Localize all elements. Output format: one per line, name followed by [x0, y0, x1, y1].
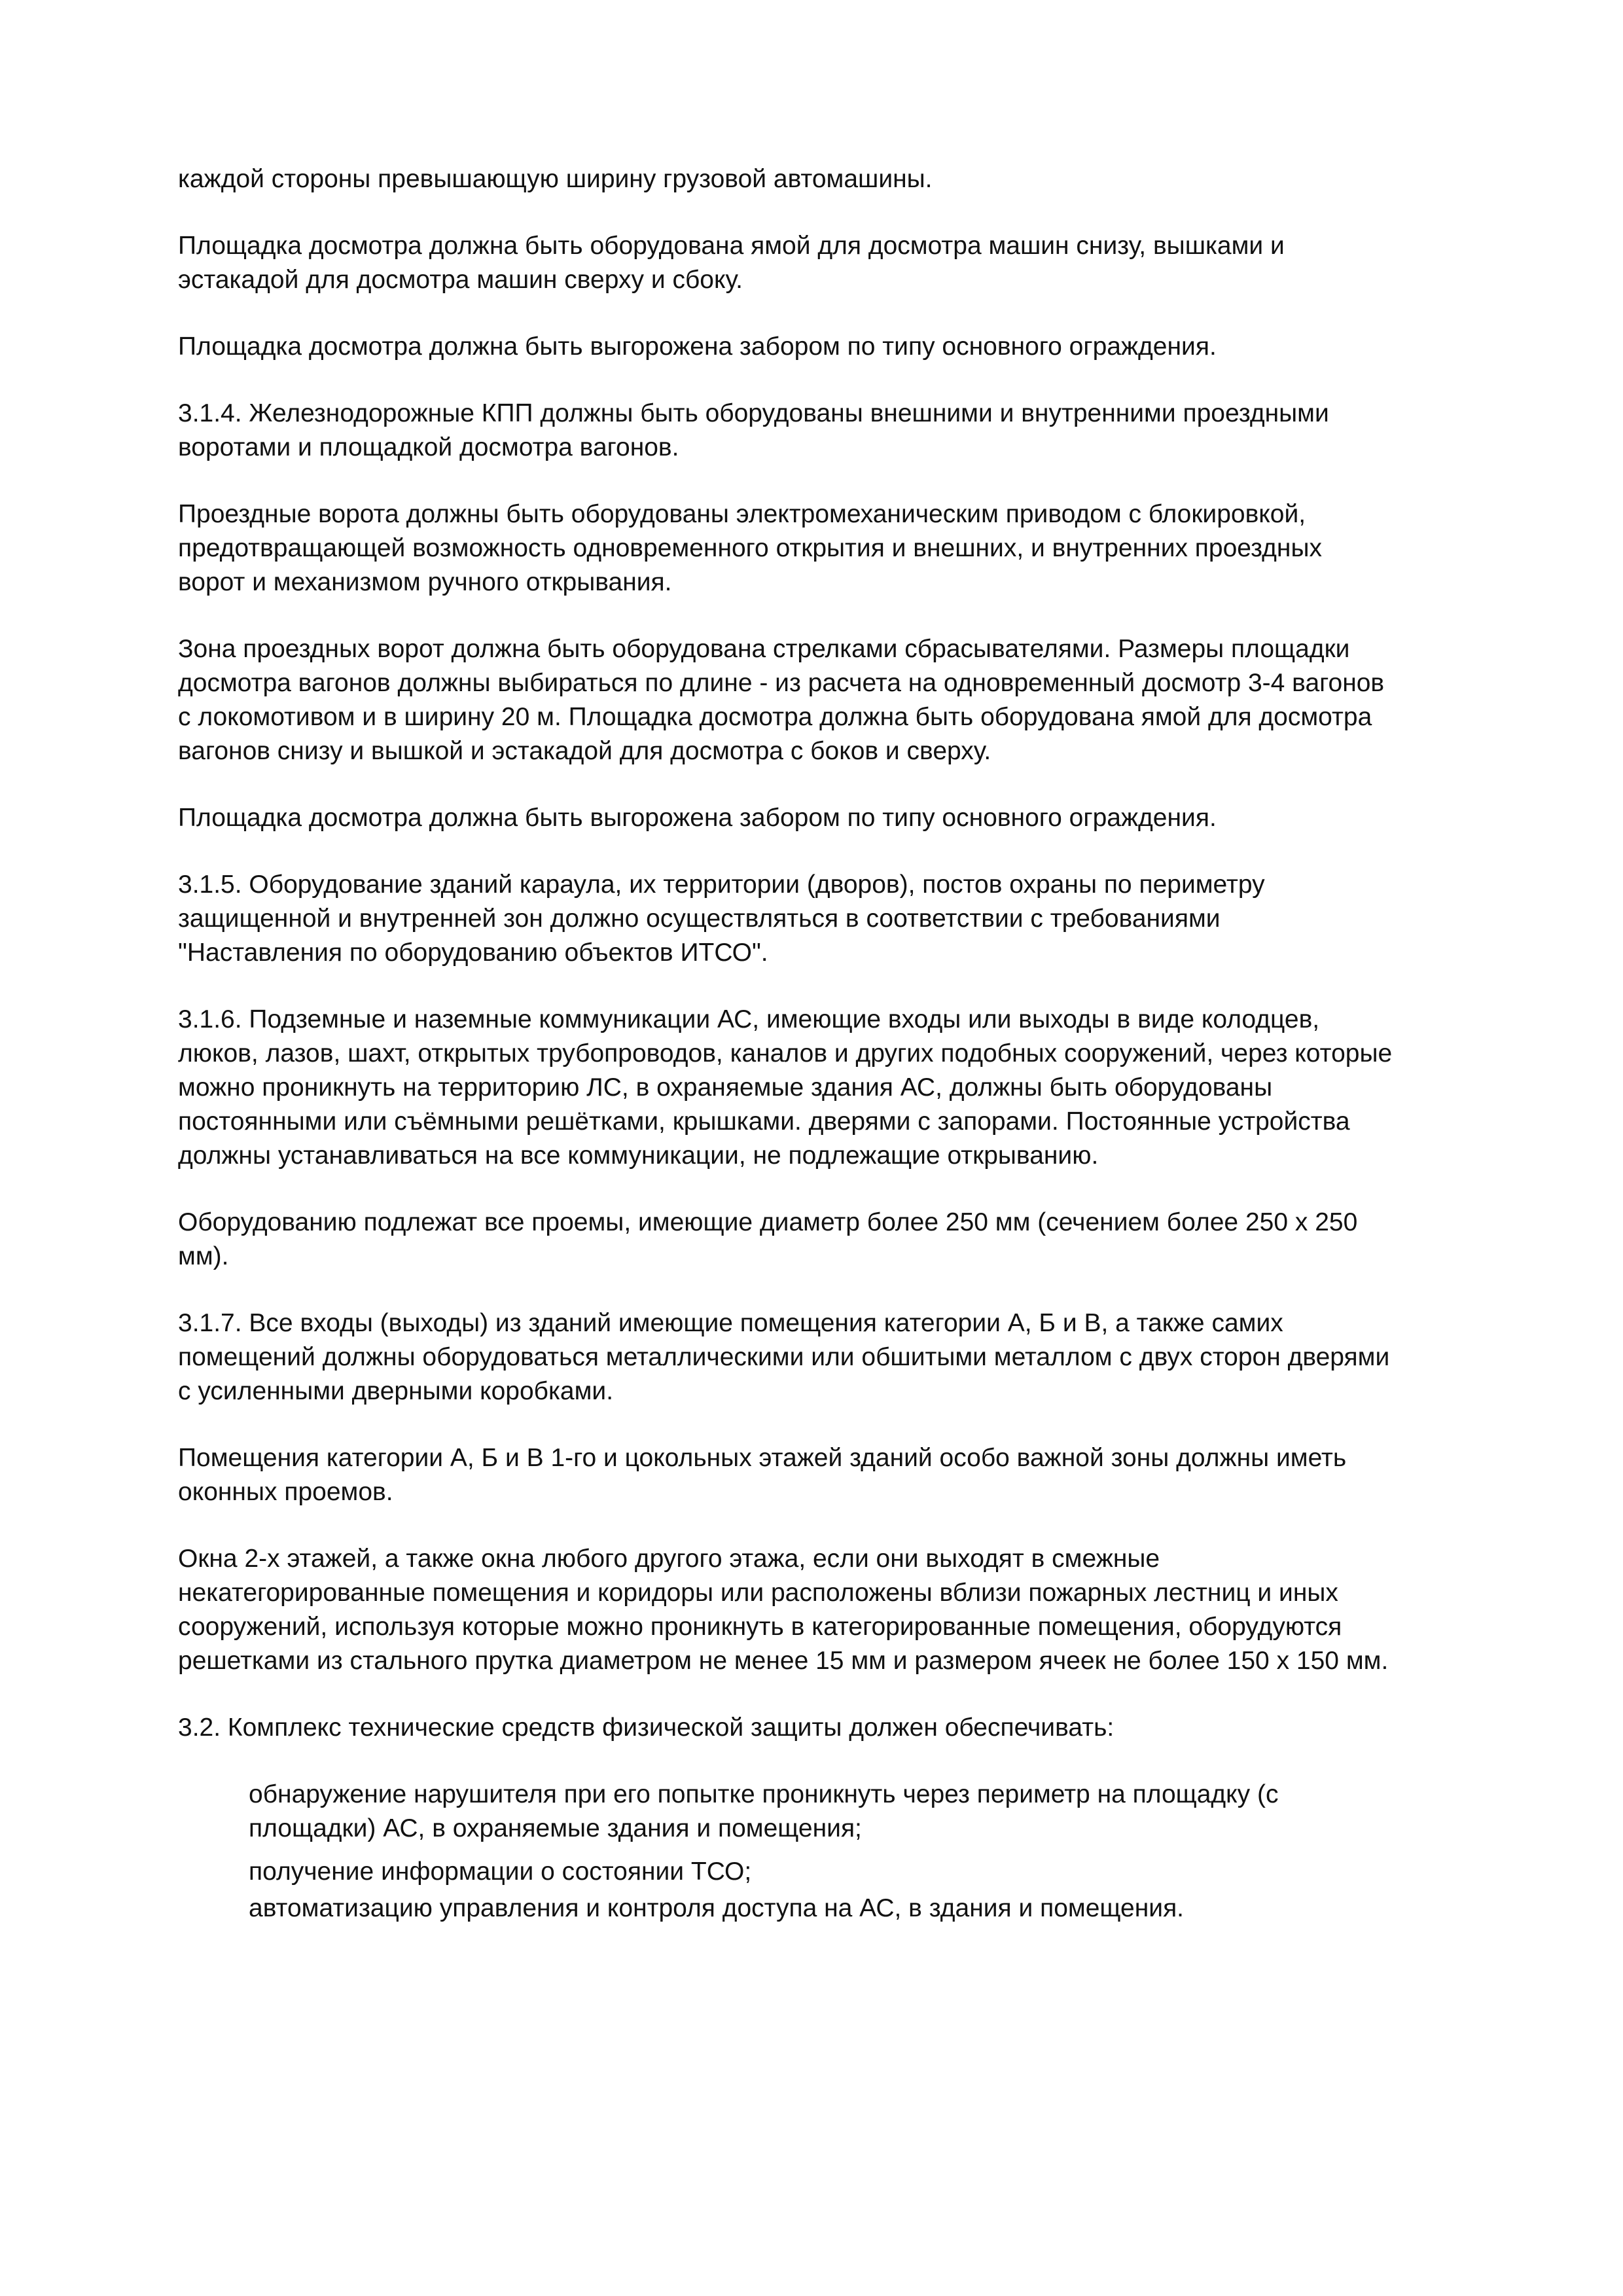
- paragraph-section-3-1-6: 3.1.6. Подземные и наземные коммуникации АС, имеющие входы или выходы в виде колодцев, люков, лазов, шахт, открытых трубопроводов, каналов и других подобных сооружений, через которые можно проникнуть на территорию ЛС, в охраняемые здания АС, должны быть оборудованы постоянными или съёмными решётками, крышками. дверями с запорами. Постоянные устройства должны устанавливаться на все коммуникации, не подлежащие открыванию.: [178, 1005, 1393, 1170]
- paragraph: Зона проездных ворот должна быть оборудована стрелками сбрасывателями. Размеры площадки досмотра вагонов должны выбираться по длине - из расчета на одновременный досмотр 3-4 вагонов с локомотивом и в ширину 20 м. Площадка досмотра должна быть оборудована ямой для досмотра вагонов снизу и вышкой и эстакадой для досмотра с боков и сверху.: [178, 635, 1385, 765]
- paragraph: Помещения категории А, Б и В 1-го и цокольных этажей зданий особо важной зоны должны иметь оконных проемов.: [178, 1444, 1347, 1506]
- list-item: автоматизацию управления и контроля доступа на АС, в здания и помещения.: [249, 1894, 1185, 1922]
- paragraph-section-3-1-7: 3.1.7. Все входы (выходы) из зданий имеющие помещения категории А, Б и В, а также самих помещений должны оборудоваться металлическими или обшитыми металлом с двух сторон дверями с усиленными дверными коробками.: [178, 1309, 1390, 1405]
- paragraph: Проездные ворота должны быть оборудованы электромеханическим приводом с блокировкой, предотвращающей возможность одновременного открытия и внешних, и внутренних проездных ворот и механизмом ручного открывания.: [178, 500, 1322, 596]
- paragraph-section-3-1-5: 3.1.5. Оборудование зданий караула, их территории (дворов), постов охраны по периметру защищенной и внутренней зон должно осуществляться в соответствии с требованиями "Наставления по оборудованию объектов ИТСО".: [178, 870, 1265, 967]
- list-item: обнаружение нарушителя при его попытке проникнуть через периметр на площадку (с площадки) АС, в охраняемые здания и помещения;: [249, 1780, 1279, 1842]
- paragraph: Оборудованию подлежат все проемы, имеющие диаметр более 250 мм (сечением более 250 х 250 мм).: [178, 1208, 1358, 1270]
- document-page: [178, 162, 1461, 1928]
- requirements-list: [178, 1778, 1461, 1926]
- paragraph-section-3-1-4: 3.1.4. Железнодорожные КПП должны быть оборудованы внешними и внутренними проездными воротами и площадкой досмотра вагонов.: [178, 399, 1329, 461]
- paragraph: каждой стороны превышающую ширину грузовой автомашины.: [178, 165, 933, 193]
- list-item: получение информации о состоянии ТСО;: [249, 1857, 752, 1886]
- paragraph: Площадка досмотра должна быть выгорожена забором по типу основного ограждения.: [178, 332, 1217, 361]
- paragraph: Площадка досмотра должна быть оборудована ямой для досмотра машин снизу, вышками и эстакадой для досмотра машин сверху и сбоку.: [178, 232, 1285, 294]
- paragraph-section-3-2: 3.2. Комплекс технические средств физической защиты должен обеспечивать:: [178, 1713, 1115, 1742]
- paragraph: Площадка досмотра должна быть выгорожена забором по типу основного ограждения.: [178, 804, 1217, 832]
- paragraph: Окна 2-х этажей, а также окна любого другого этажа, если они выходят в смежные некатегорированные помещения и коридоры или расположены вблизи пожарных лестниц и иных сооружений, используя которые можно проникнуть в категорированные помещения, оборудуются решетками из стального прутка диаметром не менее 15 мм и размером ячеек не более 150 х 150 мм.: [178, 1545, 1389, 1675]
